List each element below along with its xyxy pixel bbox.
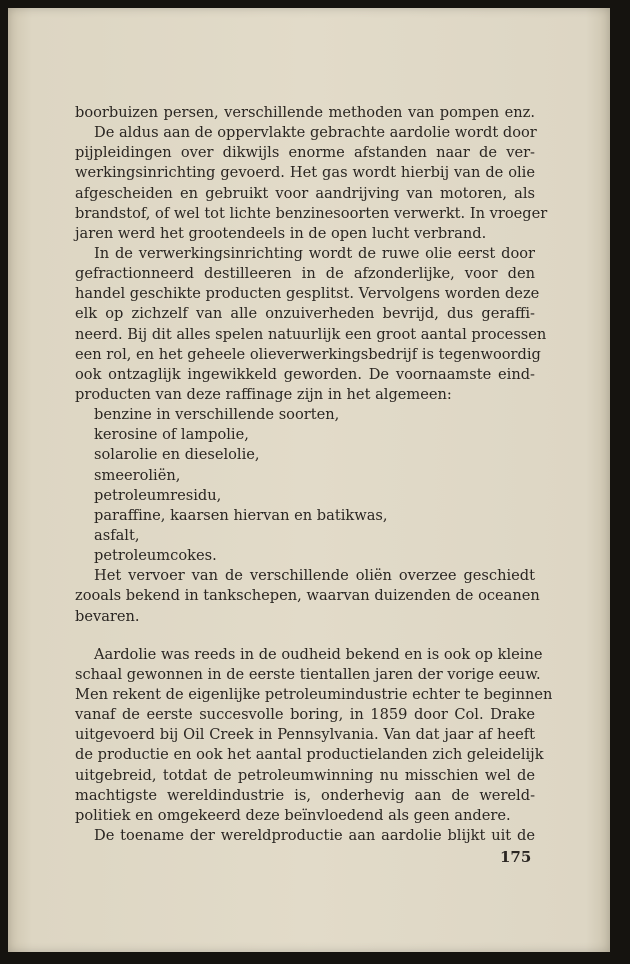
list-item: solarolie en dieselolie, xyxy=(94,446,260,464)
list-item: asfalt, xyxy=(94,526,140,544)
book-page xyxy=(8,8,610,952)
product-list xyxy=(75,405,535,566)
paragraph-1 xyxy=(75,103,535,123)
text-line: jaren werd het grootendeels in de open lucht verbrand. xyxy=(75,224,487,242)
text-line: een rol, en het geheele olieverwerkingsbedrijf is tegenwoordig xyxy=(75,345,541,363)
text-line: handel geschikte producten gesplitst. Vervolgens worden deze xyxy=(75,285,540,303)
text-line: In de verwerkingsinrichting wordt de ruwe olie eerst door xyxy=(94,244,535,262)
list-item: paraffine, kaarsen hiervan en batikwas, xyxy=(94,506,388,524)
section-gap xyxy=(75,627,535,645)
text-line: afgescheiden en gebruikt voor aandrijving van motoren, als xyxy=(75,184,535,202)
list-item: smeeroliën, xyxy=(94,466,181,484)
text-line: werkingsinrichting gevoerd. Het gas wordt hierbij van de olie xyxy=(75,164,535,182)
body-text xyxy=(75,103,553,846)
paragraph-6 xyxy=(75,826,535,846)
text-line: pijpleidingen over dikwijls enorme afstanden naar de ver- xyxy=(75,144,535,162)
text-line: de productie en ook het aantal productielanden zich geleidelijk xyxy=(75,746,544,764)
text-line: schaal gewonnen in de eerste tientallen jaren der vorige eeuw. xyxy=(75,665,541,683)
text-line: ook ontzaglijk ingewikkeld geworden. De voornaamste eind- xyxy=(75,365,535,383)
text-line: elk op zichzelf van alle onzuiverheden bevrijd, dus geraffi- xyxy=(75,305,535,323)
text-line: bevaren. xyxy=(75,607,140,625)
text-line: uitgevoerd bij Oil Creek in Pennsylvania. Van dat jaar af heeft xyxy=(75,726,535,744)
text-line: brandstof, of wel tot lichte benzinesoorten verwerkt. In vroeger xyxy=(75,204,548,222)
text-line: vanaf de eerste succesvolle boring, in 1859 door Col. Drake xyxy=(75,706,535,724)
paragraph-3 xyxy=(75,244,547,405)
text-line: politiek en omgekeerd deze beïnvloedend als geen andere. xyxy=(75,806,511,824)
list-item: petroleumcokes. xyxy=(94,547,217,565)
text-line: neerd. Bij dit alles spelen natuurlijk een groot aantal processen xyxy=(75,325,547,343)
paragraph-4 xyxy=(75,566,540,626)
list-item: petroleumresidu, xyxy=(94,486,222,504)
paragraph-5 xyxy=(75,645,553,826)
text-line: gefractionneerd destilleeren in de afzonderlijke, voor den xyxy=(75,265,535,283)
text-line: Het vervoer van de verschillende oliën overzee geschiedt xyxy=(94,567,535,585)
list-item: kerosine of lampolie, xyxy=(94,426,249,444)
text-line: producten van deze raffinage zijn in het algemeen: xyxy=(75,385,452,403)
text-line: boorbuizen persen, verschillende methoden van pompen enz. xyxy=(75,104,535,121)
text-line: De aldus aan de oppervlakte gebrachte aardolie wordt door xyxy=(94,124,537,142)
text-line: Men rekent de eigenlijke petroleumindustrie echter te beginnen xyxy=(75,685,553,703)
text-line: machtigste wereldindustrie is, onderhevig aan de wereld- xyxy=(75,786,535,804)
text-line: De toename der wereldproductie aan aardolie blijkt uit de xyxy=(94,826,535,844)
list-item: benzine in verschillende soorten, xyxy=(94,406,340,424)
paragraph-2 xyxy=(75,123,548,244)
text-line: uitgebreid, totdat de petroleumwinning nu misschien wel de xyxy=(75,766,535,784)
text-line: Aardolie was reeds in de oudheid bekend en is ook op kleine xyxy=(94,645,543,663)
text-line: zooals bekend in tankschepen, waarvan duizenden de oceanen xyxy=(75,587,540,605)
page-number: 175 xyxy=(500,848,532,866)
